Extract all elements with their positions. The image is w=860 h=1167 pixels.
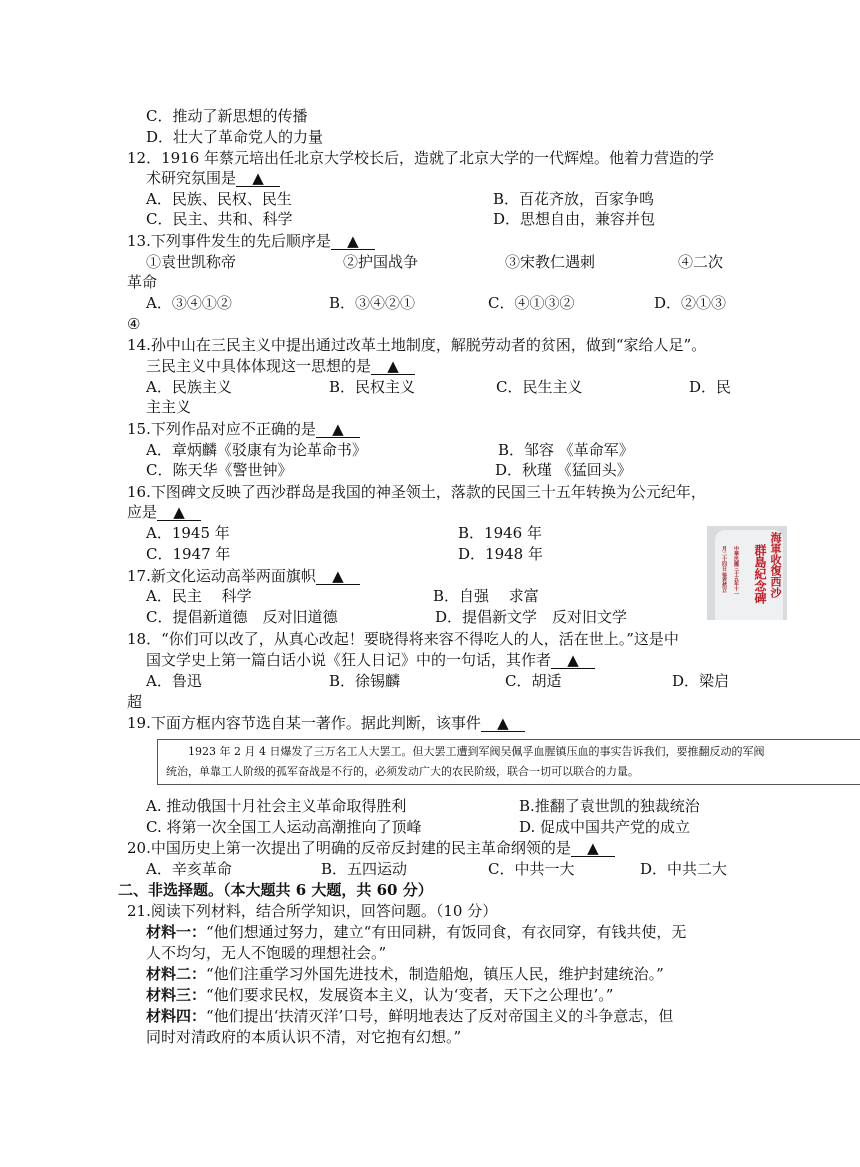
- text-line: [146, 377, 232, 397]
- line-text: C．推动了新思想的传播: [146, 107, 308, 125]
- line-text: 应是: [127, 503, 158, 521]
- text-line: [146, 964, 664, 984]
- material-label: 材料一：: [146, 923, 207, 941]
- line-text: D．中共二大: [640, 860, 728, 878]
- text-line: [146, 943, 386, 963]
- line-text: D．提倡新文学 反对旧文学: [435, 608, 628, 626]
- stele-inscription-author: 月二十四日 張君然立: [721, 546, 727, 593]
- text-line: [146, 817, 421, 837]
- line-text: 国文学史上第一篇白话小说《狂人日记》中的一句话，其作者: [146, 651, 552, 669]
- text-line: [146, 586, 252, 606]
- line-text: D．秋瑾 《猛回头》: [495, 461, 632, 479]
- excerpt-line-1: 1923 年 2 月 4 日爆发了三万名工人大罢工。但大罢工遭到军阀吴佩孚血腥镇压血的事实告诉我们，要推翻反动的军阀: [188, 745, 765, 758]
- line-text: C．中共一大: [488, 860, 575, 878]
- text-line: [329, 671, 400, 691]
- text-line: [127, 231, 375, 251]
- line-text: A．辛亥革命: [146, 860, 232, 878]
- text-line: [654, 293, 726, 313]
- line-text: C．民生主义: [496, 378, 583, 396]
- text-line: [435, 607, 627, 627]
- excerpt-line-2: 统治，单靠工人阶级的孤军奋战是不行的，必须发动广大的农民阶级，联合一切可以联合的力量。: [166, 765, 639, 778]
- text-line: [146, 189, 292, 209]
- line-text: “他们提出‘扶清灭洋’口号，鲜明地表达了反对帝国主义的斗争意志，但: [206, 1007, 674, 1025]
- text-line: [127, 713, 525, 733]
- text-line: [493, 209, 655, 229]
- text-line: [127, 272, 157, 292]
- text-line: [146, 859, 232, 879]
- line-text: B．自强 求富: [433, 587, 539, 605]
- text-line: [498, 440, 634, 460]
- text-line: [146, 168, 280, 188]
- line-text: ④二次: [678, 253, 724, 271]
- line-text: D．民: [689, 378, 732, 396]
- quoted-excerpt-box: [157, 739, 860, 785]
- text-line: [146, 209, 292, 229]
- text-line: [493, 189, 654, 209]
- text-line: [127, 148, 714, 168]
- answer-blank: ▲: [316, 421, 360, 438]
- line-text: 15.下列作品对应不正确的是: [127, 420, 316, 438]
- material-label: 材料三：: [146, 986, 207, 1004]
- text-line: [127, 692, 142, 712]
- text-line: [329, 377, 415, 397]
- text-line: [488, 859, 574, 879]
- line-text: 二、非选择题。（本大题共 6 大题，共 60 分）: [118, 881, 433, 899]
- text-line: [146, 293, 232, 313]
- line-text: A．1945 年: [146, 524, 230, 542]
- text-line: [146, 127, 323, 147]
- text-line: [146, 356, 415, 376]
- line-text: B．五四运动: [321, 860, 408, 878]
- text-line: [519, 817, 690, 837]
- text-line: [127, 314, 140, 334]
- stele-inscription-title: 群島紀念碑: [753, 544, 767, 604]
- material-label: 材料二：: [146, 965, 207, 983]
- text-line: [146, 650, 595, 670]
- text-line: [458, 523, 542, 543]
- line-text: B．民权主义: [329, 378, 416, 396]
- text-line: [146, 922, 686, 942]
- text-line: [146, 1027, 461, 1047]
- answer-blank: ▲: [236, 170, 280, 187]
- line-text: B.推翻了袁世凯的独裁统治: [519, 797, 700, 815]
- line-text: B．③④②①: [329, 294, 416, 312]
- line-text: A．民主 科学: [146, 587, 252, 605]
- line-text: D．壮大了革命党人的力量: [146, 128, 324, 146]
- line-text: 超: [127, 693, 143, 711]
- line-text: 20.中国历史上第一次提出了明确的反帝反封建的民主革命纲领的是: [127, 839, 571, 857]
- answer-blank: ▲: [316, 568, 360, 585]
- line-text: C．陈天华《警世钟》: [146, 461, 293, 479]
- line-text: 三民主义中具体体现这一思想的是: [146, 357, 372, 375]
- text-line: [146, 252, 236, 272]
- answer-blank: ▲: [371, 358, 415, 375]
- answer-blank: ▲: [571, 840, 615, 857]
- line-text: A．③④①②: [146, 294, 232, 312]
- text-line: [146, 671, 202, 691]
- line-text: D．1948 年: [458, 545, 543, 563]
- text-line: [321, 859, 407, 879]
- line-text: 19.下面方框内容节选自某一著作。据此判断，该事件: [127, 714, 481, 732]
- line-text: D．②①③: [654, 294, 727, 312]
- material-label: 材料四：: [146, 1007, 207, 1025]
- line-text: D．梁启: [672, 672, 730, 690]
- line-text: 同时对清政府的本质认识不清，对它抱有幻想。”: [146, 1028, 462, 1046]
- line-text: 12．1916 年蔡元培出任北京大学校长后，造就了北京大学的一代辉煌。他着力营造的学: [127, 149, 715, 167]
- line-text: 主主义: [146, 398, 192, 416]
- text-line: [672, 671, 729, 691]
- line-text: A. 推动俄国十月社会主义革命取得胜利: [146, 797, 407, 815]
- text-line: [488, 293, 574, 313]
- line-text: C．民主、共和、科学: [146, 210, 293, 228]
- line-text: C. 将第一次全国工人运动高潮推向了顶峰: [146, 818, 422, 836]
- line-text: B．邹容 《革命军》: [498, 441, 634, 459]
- text-line: [689, 377, 731, 397]
- line-text: D．思想自由，兼容并包: [493, 210, 656, 228]
- text-line: [433, 586, 539, 606]
- line-text: B．徐锡麟: [329, 672, 401, 690]
- answer-blank: ▲: [331, 233, 375, 250]
- line-text: C．1947 年: [146, 545, 231, 563]
- text-line: [118, 880, 433, 900]
- xisha-monument-photo: [707, 526, 787, 620]
- line-text: D. 促成中国共产党的成立: [519, 818, 691, 836]
- text-line: [127, 838, 615, 858]
- text-line: [640, 859, 727, 879]
- text-line: [146, 523, 230, 543]
- line-text: 术研究氛围是: [146, 169, 237, 187]
- line-text: 14.孙中山在三民主义中提出通过改革土地制度，解脱劳动者的贫困，做到“家给人足”。: [127, 336, 707, 354]
- text-line: [146, 460, 292, 480]
- stele-inscription-date: 中華民國三十五年十一: [733, 546, 739, 596]
- text-line: [146, 985, 613, 1005]
- line-text: ④: [127, 315, 141, 333]
- line-text: 18．“你们可以改了，从真心改起！要晓得将来容不得吃人的人，活在世上。”这是中: [127, 630, 679, 648]
- text-line: [146, 397, 191, 417]
- line-text: A．民族主义: [146, 378, 232, 396]
- text-line: [505, 252, 595, 272]
- line-text: B．1946 年: [458, 524, 542, 542]
- text-line: [127, 335, 706, 355]
- text-line: [127, 482, 706, 502]
- text-line: [127, 901, 497, 921]
- line-text: 人不均匀，无人不饱暖的理想社会。”: [146, 944, 387, 962]
- line-text: “他们要求民权，发展资本主义，认为‘变者，天下之公理也’。”: [206, 986, 614, 1004]
- line-text: B．百花齐放，百家争鸣: [493, 190, 655, 208]
- text-line: [146, 607, 337, 627]
- line-text: 21.阅读下列材料，结合所学知识，回答问题。（10 分）: [127, 902, 498, 920]
- line-text: ①袁世凯称帝: [146, 253, 237, 271]
- text-line: [127, 502, 201, 522]
- text-line: [127, 419, 360, 439]
- text-line: [329, 293, 415, 313]
- text-line: [519, 796, 700, 816]
- text-line: [146, 544, 230, 564]
- text-line: [127, 566, 360, 586]
- stele-inscription-main: 海軍收復西沙: [769, 532, 782, 598]
- text-line: [146, 1006, 673, 1026]
- text-line: [127, 629, 679, 649]
- text-line: [678, 252, 723, 272]
- text-line: [458, 544, 543, 564]
- answer-blank: ▲: [481, 715, 525, 732]
- text-line: [496, 377, 582, 397]
- answer-blank: ▲: [551, 652, 595, 669]
- line-text: 13.下列事件发生的先后顺序是: [127, 232, 331, 250]
- line-text: 16.下图碑文反映了西沙群岛是我国的神圣领土，落款的民国三十五年转换为公元纪年，: [127, 483, 706, 501]
- text-line: [146, 796, 406, 816]
- text-line: [505, 671, 561, 691]
- line-text: “他们注重学习外国先进技术，制造船炮，镇压人民，维护封建统治。”: [206, 965, 664, 983]
- line-text: C．提倡新道德 反对旧道德: [146, 608, 338, 626]
- line-text: C．胡适: [505, 672, 562, 690]
- line-text: A．鲁迅: [146, 672, 202, 690]
- line-text: ②护国战争: [343, 253, 419, 271]
- line-text: A．民族、民权、民生: [146, 190, 292, 208]
- line-text: ③宋教仁遇刺: [505, 253, 596, 271]
- line-text: A．章炳麟《驳康有为论革命书》: [146, 441, 367, 459]
- text-line: [495, 460, 632, 480]
- line-text: “他们想通过努力，建立“有田同耕，有饭同食，有衣同穿，有钱共使，无: [206, 923, 687, 941]
- line-text: 革命: [127, 273, 158, 291]
- line-text: 17.新文化运动高举两面旗帜: [127, 567, 316, 585]
- text-line: [343, 252, 418, 272]
- text-line: [146, 106, 307, 126]
- answer-blank: ▲: [157, 504, 201, 521]
- line-text: C．④①③②: [488, 294, 575, 312]
- text-line: [146, 440, 367, 460]
